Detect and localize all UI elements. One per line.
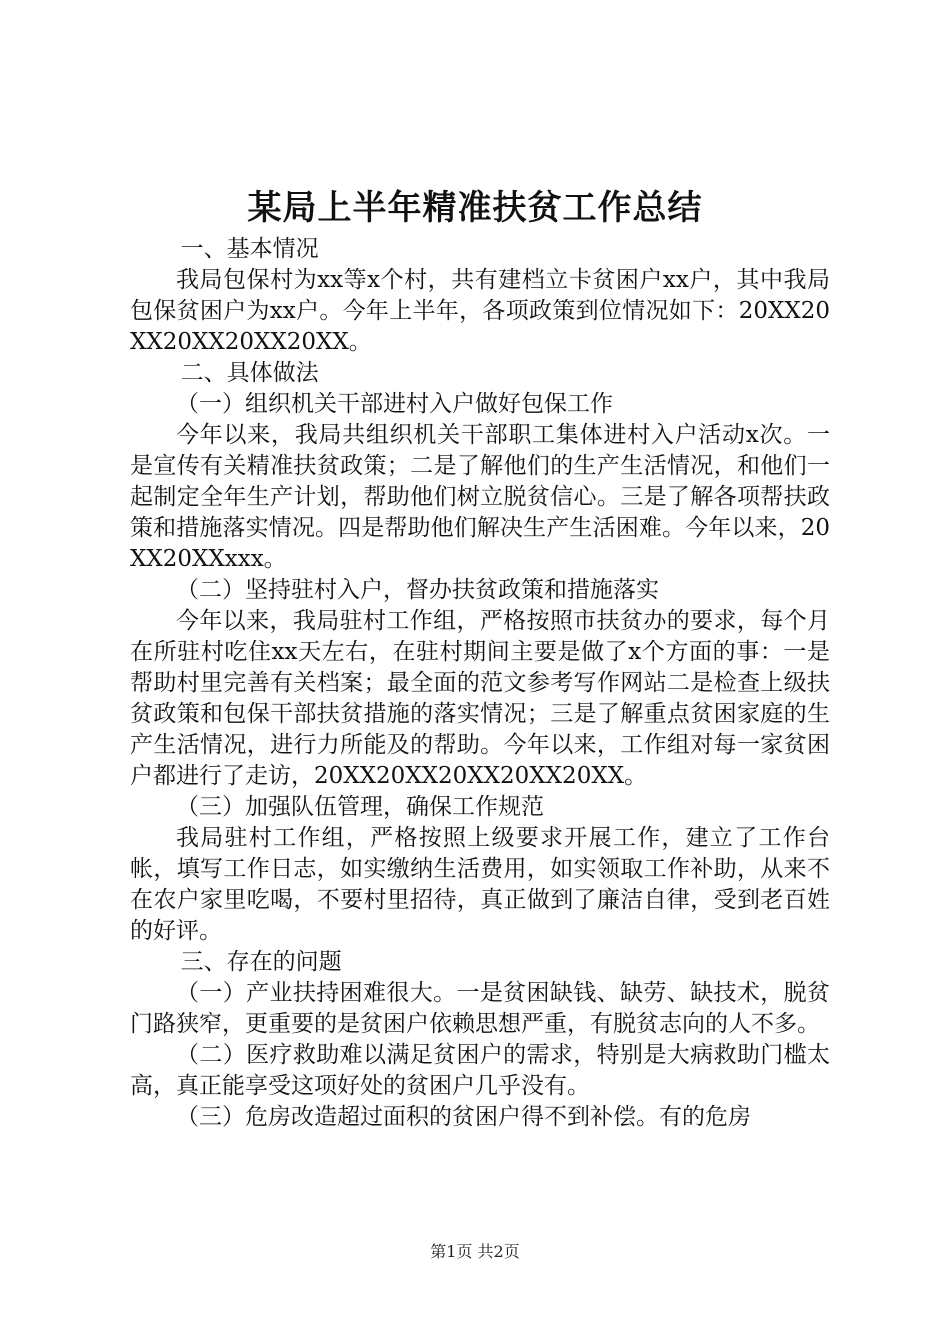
section-heading-specific-practices: 二、具体做法 bbox=[180, 360, 319, 386]
page-indicator: 第1页 共2页 bbox=[430, 1242, 520, 1261]
document-title: 某局上半年精准扶贫工作总结 bbox=[247, 188, 703, 228]
section-heading-existing-problems: 三、存在的问题 bbox=[180, 949, 342, 975]
section-heading-basic-situation: 一、基本情况 bbox=[180, 236, 319, 262]
paragraph-organize-cadres: 今年以来，我局共组织机关干部职工集体进村入户活动x次。一是宣传有关精准扶贫政策；二是了解他们的生产生活情况，和他们一起制定全年生产计划，帮助他们树立脱贫信心。三是了解各项帮扶政策和措施落实情况。四是帮助他们解决生产生活困难。今年以来，20XX20XXxxx。 bbox=[130, 422, 830, 572]
paragraph-problem-medical: （二）医疗救助难以满足贫困户的需求，特别是大病救助门槛太高，真正能享受这项好处的贫困户几乎没有。 bbox=[130, 1042, 830, 1099]
subheading-village-residency: （二）坚持驻村入户，督办扶贫政策和措施落实 bbox=[176, 577, 659, 603]
document-body bbox=[130, 234, 830, 1133]
subheading-organize-cadres: （一）组织机关干部进村入户做好包保工作 bbox=[176, 391, 613, 417]
paragraph-team-management: 我局驻村工作组，严格按照上级要求开展工作，建立了工作台帐，填写工作日志，如实缴纳生活费用，如实领取工作补助，从来不在农户家里吃喝，不要村里招待，真正做到了廉洁自律，受到老百姓的好评。 bbox=[130, 825, 830, 944]
paragraph-problem-housing: （三）危房改造超过面积的贫困户得不到补偿。有的危房 bbox=[176, 1104, 751, 1130]
paragraph-village-residency: 今年以来，我局驻村工作组，严格按照市扶贫办的要求，每个月在所驻村吃住xx天左右，在驻村期间主要是做了x个方面的事：一是帮助村里完善有关档案；最全面的范文参考写作网站二是检查上级扶贫政策和包保干部扶贫措施的落实情况；三是了解重点贫困家庭的生产生活情况，进行力所能及的帮助。今年以来，工作组对每一家贫困户都进行了走访，20XX20XX20XX20XX20XX。 bbox=[130, 608, 830, 789]
paragraph-problem-industry: （一）产业扶持困难很大。一是贫困缺钱、缺劳、缺技术，脱贫门路狭窄，更重要的是贫困户依赖思想严重，有脱贫志向的人不多。 bbox=[130, 980, 830, 1037]
paragraph-basic-situation: 我局包保村为xx等x个村，共有建档立卡贫困户xx户，其中我局包保贫困户为xx户。今年上半年，各项政策到位情况如下：20XX20XX20XX20XX20XX。 bbox=[130, 267, 830, 355]
subheading-team-management: （三）加强队伍管理，确保工作规范 bbox=[176, 794, 544, 820]
